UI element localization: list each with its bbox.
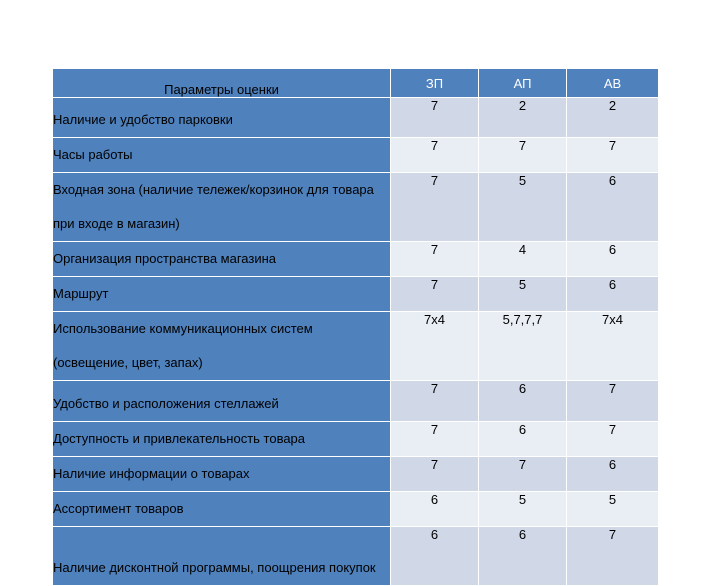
cell-ap: 5: [479, 173, 567, 242]
cell-ap: 5: [479, 277, 567, 312]
cell-av: 6: [567, 277, 659, 312]
cell-zp: 6: [391, 527, 479, 586]
row-label: Доступность и привлекательность товара: [53, 422, 391, 457]
cell-av: 7: [567, 138, 659, 173]
cell-ap: 2: [479, 98, 567, 138]
table-row: [53, 242, 659, 277]
cell-ap: 4: [479, 242, 567, 277]
row-label: Удобство и расположения стеллажей: [53, 381, 391, 422]
cell-zp: 7х4: [391, 312, 479, 381]
cell-av: 5: [567, 492, 659, 527]
cell-zp: 7: [391, 173, 479, 242]
cell-ap: 6: [479, 422, 567, 457]
cell-ap: 6: [479, 527, 567, 586]
cell-zp: 7: [391, 138, 479, 173]
row-label: Наличие информации о товарах: [53, 457, 391, 492]
table-row: [53, 98, 659, 138]
cell-zp: 7: [391, 381, 479, 422]
cell-zp: 7: [391, 98, 479, 138]
table-row: [53, 381, 659, 422]
cell-ap: 7: [479, 457, 567, 492]
cell-av: 7х4: [567, 312, 659, 381]
cell-av: 6: [567, 242, 659, 277]
row-label: Организация пространства магазина: [53, 242, 391, 277]
table-row: [53, 138, 659, 173]
header-row: [53, 69, 659, 98]
cell-ap: 6: [479, 381, 567, 422]
cell-av: 7: [567, 381, 659, 422]
header-zp: ЗП: [391, 69, 479, 98]
cell-av: 7: [567, 527, 659, 586]
cell-av: 6: [567, 457, 659, 492]
header-ap: АП: [479, 69, 567, 98]
evaluation-table: [52, 68, 659, 586]
row-label: Наличие дисконтной программы, поощрения покупок: [53, 527, 391, 586]
table-row: [53, 492, 659, 527]
cell-zp: 7: [391, 422, 479, 457]
cell-zp: 7: [391, 277, 479, 312]
table-row: [53, 457, 659, 492]
header-av: АВ: [567, 69, 659, 98]
cell-ap: 7: [479, 138, 567, 173]
row-label: Входная зона (наличие тележек/корзинок для товара при входе в магазин): [53, 173, 391, 242]
cell-ap: 5,7,7,7: [479, 312, 567, 381]
table-row: [53, 312, 659, 381]
row-label: Часы работы: [53, 138, 391, 173]
header-param: Параметры оценки: [53, 69, 391, 98]
cell-av: 7: [567, 422, 659, 457]
row-label: Наличие и удобство парковки: [53, 98, 391, 138]
cell-zp: 6: [391, 492, 479, 527]
row-label: Использование коммуникационных систем (освещение, цвет, запах): [53, 312, 391, 381]
table-row: [53, 422, 659, 457]
row-label: Маршрут: [53, 277, 391, 312]
cell-av: 6: [567, 173, 659, 242]
table-row: [53, 527, 659, 586]
cell-av: 2: [567, 98, 659, 138]
row-label: Ассортимент товаров: [53, 492, 391, 527]
table-row: [53, 277, 659, 312]
table-row: [53, 173, 659, 242]
cell-zp: 7: [391, 457, 479, 492]
cell-zp: 7: [391, 242, 479, 277]
cell-ap: 5: [479, 492, 567, 527]
